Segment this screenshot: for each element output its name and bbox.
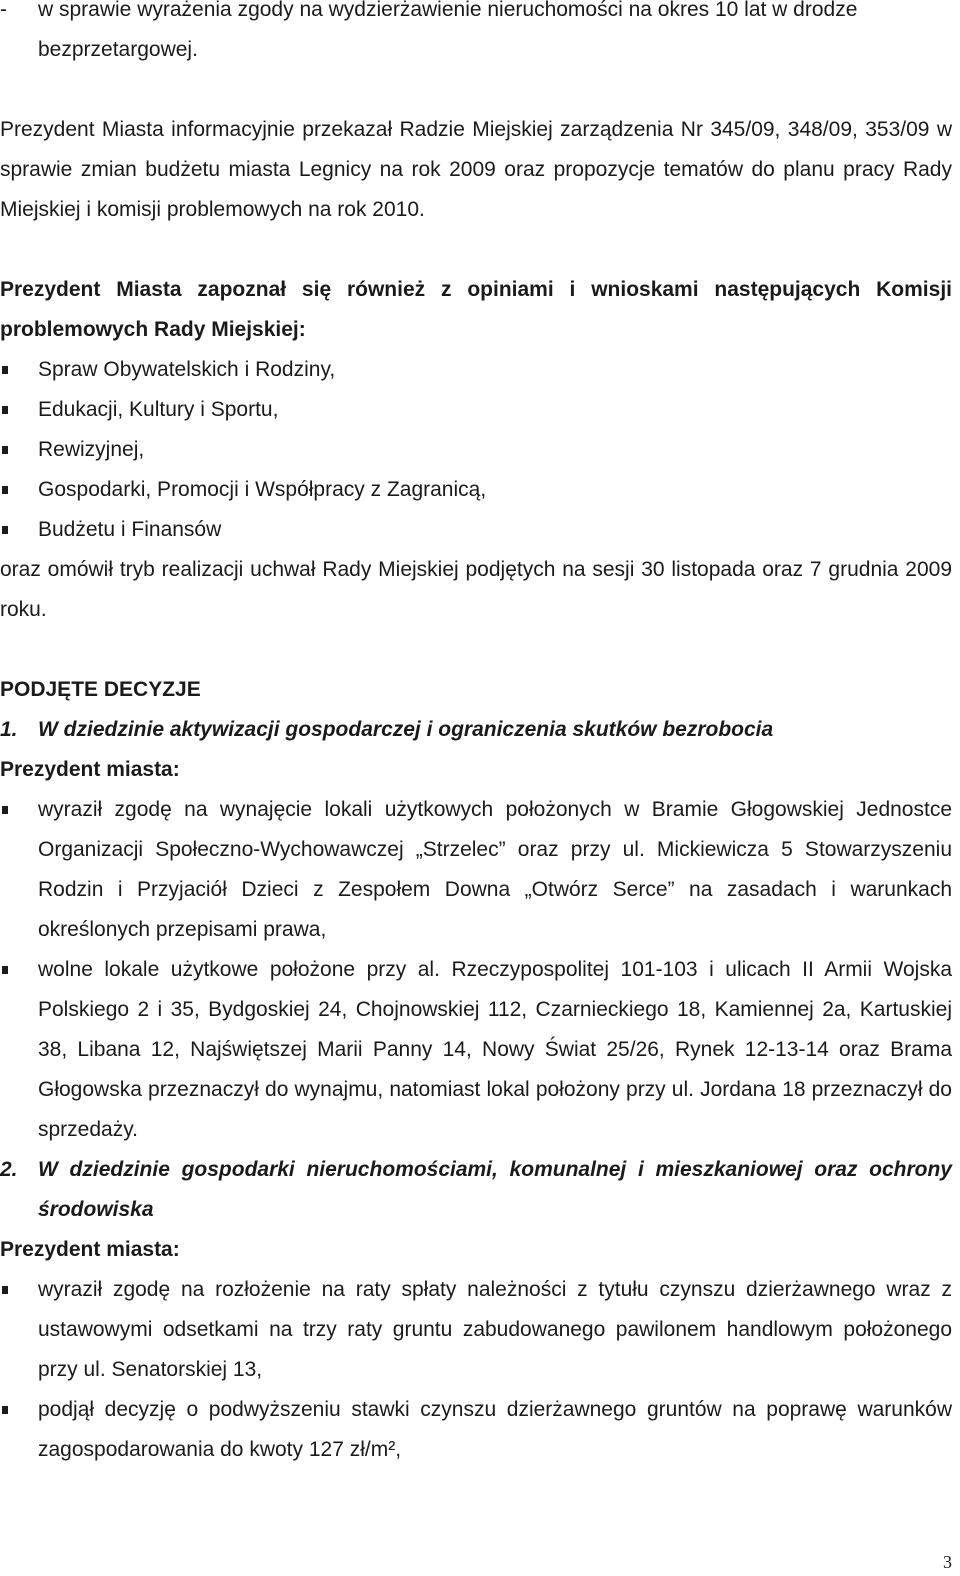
committee-label: Gospodarki, Promocji i Współpracy z Zagranicą, (38, 478, 487, 501)
spacer (0, 70, 952, 110)
square-bullet-icon (2, 966, 8, 974)
committees-list (0, 350, 952, 550)
page-number: 3 (943, 1552, 952, 1572)
section-1-subheading: Prezydent miasta: (0, 758, 180, 781)
section-title-text: W dziedzinie gospodarki nieruchomościami, komunalnej i mieszkaniowej oraz ochrony środowiska (38, 1158, 952, 1221)
committee-item (0, 510, 952, 550)
intro-item-text: w sprawie wyrażenia zgody na wydzierżawienie nieruchomości na okres 10 lat w drodze bezprzetargowej. (38, 0, 858, 61)
committee-item (0, 350, 952, 390)
intro-list-item (0, 0, 952, 70)
info-paragraph: Prezydent Miasta informacyjnie przekazał Radzie Miejskiej zarządzenia Nr 345/09, 348/09, 353/09 w sprawie zmian budżetu miasta Legnicy na rok 2009 oraz propozycje tematów do planu pracy Rady Miejskiej i komisji problemowych na rok 2010. (0, 118, 952, 221)
section-2-subheading: Prezydent miasta: (0, 1238, 180, 1261)
decisions-heading: PODJĘTE DECYZJE (0, 678, 201, 701)
decision-item (0, 1390, 952, 1470)
section-2-title (0, 1150, 952, 1230)
decision-item (0, 950, 952, 1150)
section-number: 1. (0, 718, 18, 741)
section-1-title (0, 710, 952, 750)
decision-text: wyraził zgodę na wynajęcie lokali użytkowych położonych w Bramie Głogowskiej Jednostce Organizacji Społeczno-Wychowawczej „Strzelec” oraz przy ul. Mickiewicza 5 Stowarzyszeniu Rodzin i Przyjaciół Dzieci z Zespołem Downa „Otwórz Serce” na zasadach i warunkach określonych przepisami prawa, (38, 798, 952, 941)
square-bullet-icon (2, 526, 8, 534)
committee-item (0, 390, 952, 430)
square-bullet-icon (2, 806, 8, 814)
square-bullet-icon (2, 446, 8, 454)
committee-item (0, 430, 952, 470)
section-number: 2. (0, 1158, 18, 1181)
committee-item (0, 470, 952, 510)
committee-label: Spraw Obywatelskich i Rodziny, (38, 358, 336, 381)
square-bullet-icon (2, 1406, 8, 1414)
square-bullet-icon (2, 1286, 8, 1294)
spacer (0, 630, 952, 670)
decision-text: podjął decyzję o podwyższeniu stawki czynszu dzierżawnego gruntów na poprawę warunków zagospodarowania do kwoty 127 zł/m², (38, 1398, 952, 1461)
spacer (0, 230, 952, 270)
committees-heading: Prezydent Miasta zapoznał się również z opiniami i wnioskami następujących Komisji problemowych Rady Miejskiej: (0, 278, 952, 341)
committee-label: Rewizyjnej, (38, 438, 145, 461)
decision-text: wyraził zgodę na rozłożenie na raty spłaty należności z tytułu czynszu dzierżawnego wraz z ustawowymi odsetkami na trzy raty gruntu zabudowanego pawilonem handlowym położonego przy ul. Senatorskiej 13, (38, 1278, 952, 1381)
square-bullet-icon (2, 366, 8, 374)
decision-item (0, 790, 952, 950)
decision-item (0, 1270, 952, 1390)
resolutions-paragraph: oraz omówił tryb realizacji uchwał Rady Miejskiej podjętych na sesji 30 listopada oraz 7 grudnia 2009 roku. (0, 558, 952, 621)
section-title-text: W dziedzinie aktywizacji gospodarczej i ograniczenia skutków bezrobocia (38, 718, 774, 741)
committee-label: Edukacji, Kultury i Sportu, (38, 398, 279, 421)
decision-text: wolne lokale użytkowe położone przy al. Rzeczypospolitej 101-103 i ulicach II Armii Wojska Polskiego 2 i 35, Bydgoskiej 24, Chojnowskiej 112, Czarnieckiego 18, Kamiennej 2a, Kartuskiej 38, Libana 12, Najświętszej Marii Panny 14, Nowy Świat 25/26, Rynek 12-13-14 oraz Brama Głogowska przeznaczył do wynajmu, natomiast lokal położony przy ul. Jordana 18 przeznaczył do sprzedaży. (38, 958, 952, 1141)
square-bullet-icon (2, 406, 8, 414)
square-bullet-icon (2, 486, 8, 494)
dash-marker: - (0, 0, 7, 21)
committee-label: Budżetu i Finansów (38, 518, 222, 541)
